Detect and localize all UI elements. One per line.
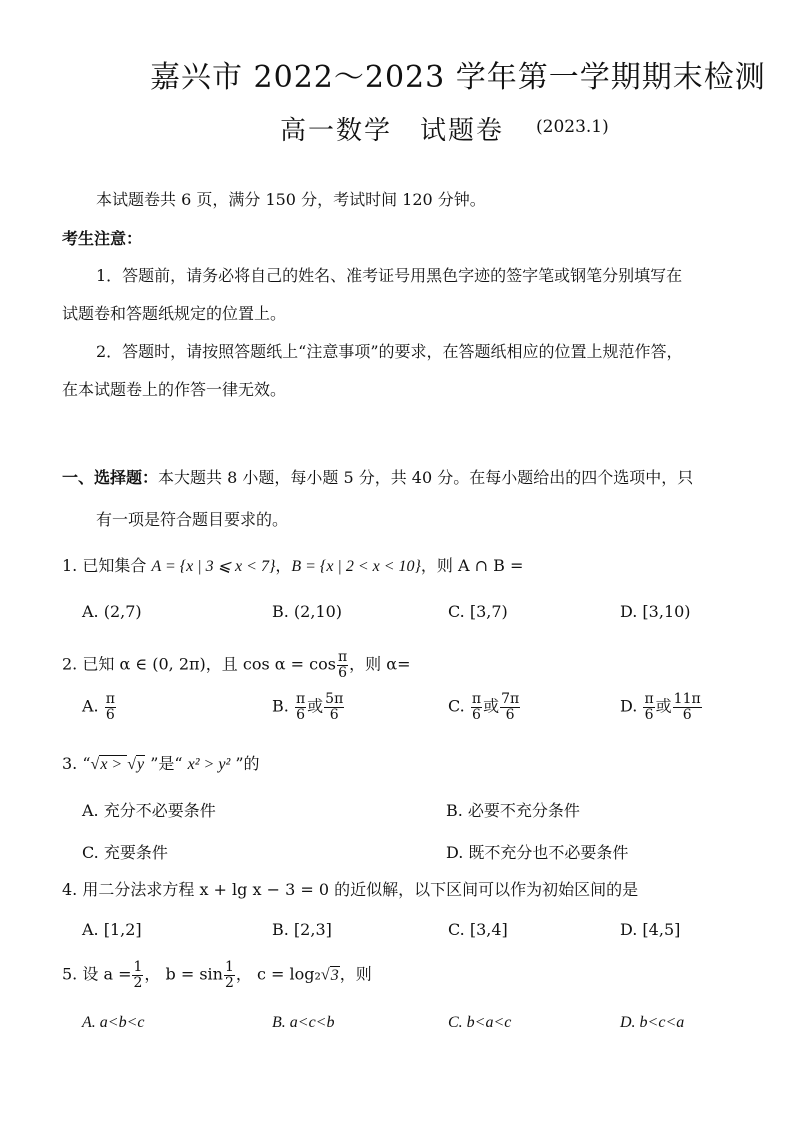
q5-frac-a-num: 1 xyxy=(133,959,143,975)
q1-option-c: C. [3,7) xyxy=(448,602,508,621)
q2-option-b xyxy=(272,692,345,722)
question-3-stem xyxy=(62,754,260,776)
note2-line1: 2．答题时，请按照答题纸上“注意事项”的要求，在答题纸相应的位置上规范作答， xyxy=(96,342,683,361)
q3-mid: ”是“ xyxy=(145,754,188,773)
q2-c-frac1 xyxy=(471,692,482,722)
exam-subtitle: 高一数学 试题卷 xyxy=(280,116,505,146)
q2-frac xyxy=(337,650,348,680)
q5-frac-b xyxy=(224,960,235,990)
q2-a-den: 6 xyxy=(105,706,115,723)
q2-option-c xyxy=(448,692,521,722)
q2-d-den2: 6 xyxy=(682,706,692,723)
q2-option-d xyxy=(620,692,703,722)
q5-option-b: B. a<c<b xyxy=(272,1014,335,1031)
q3-option-c: C. 充要条件 xyxy=(82,843,168,862)
q1-option-b: B. (2,10) xyxy=(272,602,343,621)
question-5-stem xyxy=(62,960,372,990)
q1-set-b: B = {x | 2 < x < 10} xyxy=(291,558,421,575)
q5-option-c: C. b<a<c xyxy=(448,1014,512,1031)
q1-set-a: A = {x | 3 ⩽ x < 7} xyxy=(151,558,276,575)
q2-c-num1: π xyxy=(471,691,482,707)
q3-prefix: 3. “ xyxy=(62,754,91,773)
q2-option-a xyxy=(82,692,117,722)
section1-heading: 一、选择题： xyxy=(62,468,159,487)
q4-option-b: B. [2,3] xyxy=(272,920,332,939)
q1-prefix: 1. 已知集合 xyxy=(62,556,152,575)
q2-c-letter: C. xyxy=(448,696,465,716)
q5-frac-a-den: 2 xyxy=(133,974,143,991)
note2-line2: 在本试题卷上的作答一律无效。 xyxy=(62,380,287,399)
q2-b-den2: 6 xyxy=(329,706,339,723)
note1-line2: 试题卷和答题纸规定的位置上。 xyxy=(62,304,287,323)
q4-option-c: C. [3,4] xyxy=(448,920,508,939)
q3-option-a: A. 充分不必要条件 xyxy=(82,801,216,820)
q2-b-letter: B. xyxy=(272,696,289,716)
exam-date: (2023.1) xyxy=(536,117,609,137)
q2-d-or: 或 xyxy=(655,696,672,716)
q2-c-den2: 6 xyxy=(505,706,515,723)
q2-d-frac1 xyxy=(643,692,654,722)
q5-frac-b-den: 2 xyxy=(224,974,234,991)
q2-b-or: 或 xyxy=(307,696,324,716)
exam-info: 本试题卷共 6 页，满分 150 分，考试时间 120 分钟。 xyxy=(96,190,486,209)
q5-option-a: A. a<b<c xyxy=(82,1014,145,1031)
q4-option-d: D. [4,5] xyxy=(620,920,681,939)
q2-b-frac1 xyxy=(295,692,306,722)
q3-sqrt-x-body: x > xyxy=(100,756,127,773)
q5-prefix: 5. 设 a = xyxy=(62,964,132,984)
q3-sqrt-x: √x > xyxy=(90,756,127,773)
section1-desc: 本大题共 8 小题，每小题 5 分，共 40 分。在每小题给出的四个选项中，只 xyxy=(158,468,694,487)
note1-line1: 1．答题前，请务必将自己的姓名、准考证号用黑色字迹的签字笔或钢笔分别填写在 xyxy=(96,266,683,285)
notice-heading: 考生注意： xyxy=(62,229,143,248)
q3-option-b: B. 必要不充分条件 xyxy=(446,801,580,820)
q2-d-frac2 xyxy=(673,692,702,722)
q2-c-num2: 7π xyxy=(501,691,520,707)
q2-prefix: 2. 已知 α ∈ (0, 2π)，且 cos α = cos xyxy=(62,654,336,674)
q1-sep: ， xyxy=(275,556,292,575)
q5-option-d: D. b<c<a xyxy=(620,1014,685,1031)
q2-c-den1: 6 xyxy=(472,706,481,723)
q3-sqrt-y-body: y xyxy=(137,756,145,773)
q3-suffix: ”的 xyxy=(230,754,260,773)
q2-c-frac2 xyxy=(500,692,520,722)
q2-d-num1: π xyxy=(644,691,654,707)
q2-b-frac2 xyxy=(324,692,344,722)
q5-sqrt: √3 xyxy=(320,966,339,984)
q4-option-a: A. [1,2] xyxy=(82,920,142,939)
q2-c-or: 或 xyxy=(483,696,500,716)
q5-suffix: ，则 xyxy=(339,964,372,984)
q2-frac-num: π xyxy=(337,649,348,665)
q5-mid1: ， b = sin xyxy=(144,964,223,984)
q2-d-letter: D. xyxy=(620,696,638,716)
q3-squares: x² > y² xyxy=(187,756,231,773)
q2-a-num: π xyxy=(105,691,115,707)
q5-frac-b-num: 1 xyxy=(224,959,234,975)
section1-line1 xyxy=(62,468,693,489)
q2-d-num2: 11π xyxy=(673,691,701,707)
q2-a-frac xyxy=(105,692,116,722)
q2-b-den1: 6 xyxy=(296,706,305,723)
q2-suffix: ，则 α= xyxy=(349,654,411,674)
q5-mid2: ， c = log₂ xyxy=(235,964,321,984)
q2-frac-den: 6 xyxy=(338,664,348,681)
section1-line2: 有一项是符合题目要求的。 xyxy=(96,510,289,529)
q1-option-a: A. (2,7) xyxy=(82,602,142,621)
q3-sqrt-y: √y xyxy=(127,756,145,773)
q1-suffix: ，则 A ∩ B = xyxy=(420,556,524,575)
question-4-stem: 4. 用二分法求方程 x + lg x − 3 = 0 的近似解，以下区间可以作为初始区间的是 xyxy=(62,880,639,899)
question-1-stem xyxy=(62,556,523,578)
q2-b-num2: 5π xyxy=(325,691,344,707)
q5-sqrt-body: 3 xyxy=(330,966,339,984)
q2-b-num1: π xyxy=(295,691,306,707)
q2-d-den1: 6 xyxy=(644,706,654,723)
q5-frac-a xyxy=(132,960,143,990)
exam-title: 嘉兴市 2022～2023 学年第一学期期末检测 xyxy=(150,60,766,95)
question-2-stem xyxy=(62,650,410,680)
q2-a-letter: A. xyxy=(82,696,99,716)
q1-option-d: D. [3,10) xyxy=(620,602,691,621)
q3-option-d: D. 既不充分也不必要条件 xyxy=(446,843,629,862)
